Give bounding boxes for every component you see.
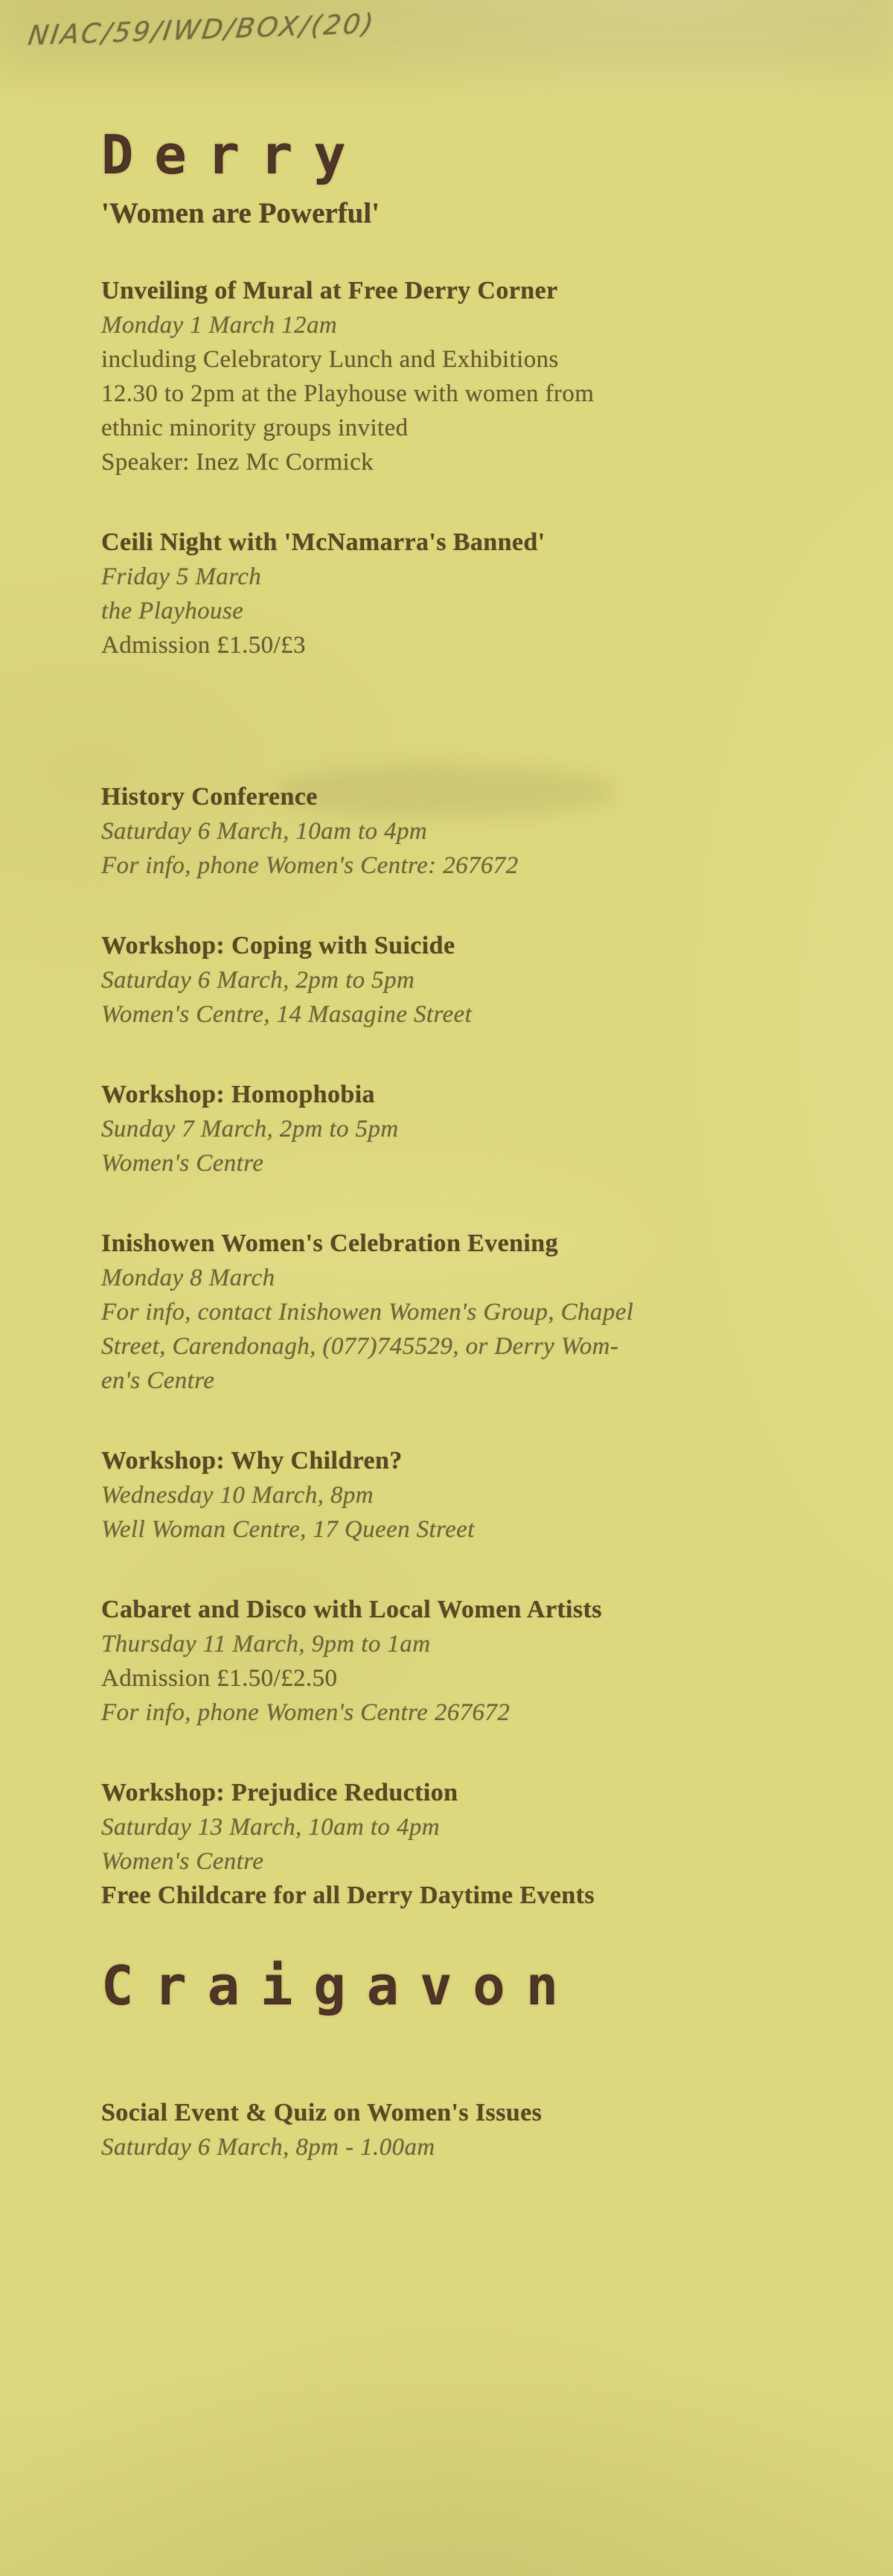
event-admission: Admission £1.50/£3	[101, 632, 306, 659]
event-heading: Inishowen Women's Celebration Evening	[101, 1230, 558, 1257]
event-venue: Well Woman Centre, 17 Queen Street	[101, 1516, 475, 1543]
event-venue: Women's Centre, 14 Masagine Street	[101, 1001, 473, 1028]
event-detail: ethnic minority groups invited	[101, 415, 409, 441]
event-speaker: Speaker: Inez Mc Cormick	[101, 449, 374, 476]
city-title-derry: Derry	[101, 124, 367, 186]
event-workshop-homophobia	[101, 1078, 845, 1180]
event-workshop-prejudice-reduction	[101, 1776, 845, 1913]
event-venue: Women's Centre	[101, 1150, 264, 1177]
event-inishowen-celebration	[101, 1227, 845, 1398]
event-contact: Street, Carendonagh, (077)745529, or Derry Wom-	[101, 1333, 619, 1360]
event-contact: For info, phone Women's Centre: 267672	[101, 852, 519, 879]
section-craigavon	[101, 1955, 845, 2164]
event-date: Monday 8 March	[101, 1265, 275, 1291]
event-workshop-why-children	[101, 1444, 845, 1547]
event-heading: Workshop: Why Children?	[101, 1447, 403, 1474]
event-heading: Workshop: Homophobia	[101, 1081, 375, 1108]
city-title-craigavon: Craigavon	[101, 1955, 580, 2017]
archival-reference-note: NIAC/59/IWD/BOX/(20)	[26, 8, 377, 52]
event-heading: History Conference	[101, 783, 318, 811]
event-history-conference	[101, 780, 845, 883]
event-heading: Social Event & Quiz on Women's Issues	[101, 2099, 542, 2126]
event-date: Saturday 6 March, 10am to 4pm	[101, 818, 428, 845]
event-heading: Cabaret and Disco with Local Women Artists	[101, 1596, 602, 1623]
event-date: Friday 5 March	[101, 563, 262, 590]
event-contact: For info, contact Inishowen Women's Group, Chapel	[101, 1299, 634, 1326]
event-mural-unveiling	[101, 274, 845, 479]
event-venue: Women's Centre	[101, 1848, 264, 1875]
event-date: Monday 1 March 12am	[101, 312, 338, 339]
derry-events-list	[101, 274, 845, 1913]
event-date: Saturday 6 March, 8pm - 1.00am	[101, 2134, 435, 2161]
event-date: Sunday 7 March, 2pm to 5pm	[101, 1116, 399, 1142]
event-detail: 12.30 to 2pm at the Playhouse with women from	[101, 380, 595, 407]
event-venue: the Playhouse	[101, 598, 244, 624]
event-heading: Workshop: Prejudice Reduction	[101, 1779, 458, 1806]
event-date: Wednesday 10 March, 8pm	[101, 1482, 374, 1509]
flyer-content	[101, 0, 845, 2211]
event-contact: For info, phone Women's Centre 267672	[101, 1699, 510, 1726]
event-heading: Unveiling of Mural at Free Derry Corner	[101, 277, 558, 304]
event-date: Thursday 11 March, 9pm to 1am	[101, 1631, 431, 1658]
event-ceili-night	[101, 525, 845, 662]
free-childcare-note: Free Childcare for all Derry Daytime Events	[101, 1882, 595, 1909]
event-heading: Workshop: Coping with Suicide	[101, 932, 455, 959]
event-workshop-coping-with-suicide	[101, 929, 845, 1032]
craigavon-events-list	[101, 2096, 845, 2164]
event-social-quiz	[101, 2096, 845, 2164]
section-derry	[101, 124, 845, 1913]
event-cabaret-and-disco	[101, 1593, 845, 1730]
slogan-women-are-powerful: 'Women are Powerful'	[101, 197, 380, 229]
event-date: Saturday 6 March, 2pm to 5pm	[101, 967, 415, 994]
event-admission: Admission £1.50/£2.50	[101, 1665, 338, 1692]
event-detail: including Celebratory Lunch and Exhibitions	[101, 346, 559, 373]
event-heading: Ceili Night with 'McNamarra's Banned'	[101, 528, 545, 556]
event-date: Saturday 13 March, 10am to 4pm	[101, 1814, 441, 1841]
event-contact: en's Centre	[101, 1367, 215, 1394]
